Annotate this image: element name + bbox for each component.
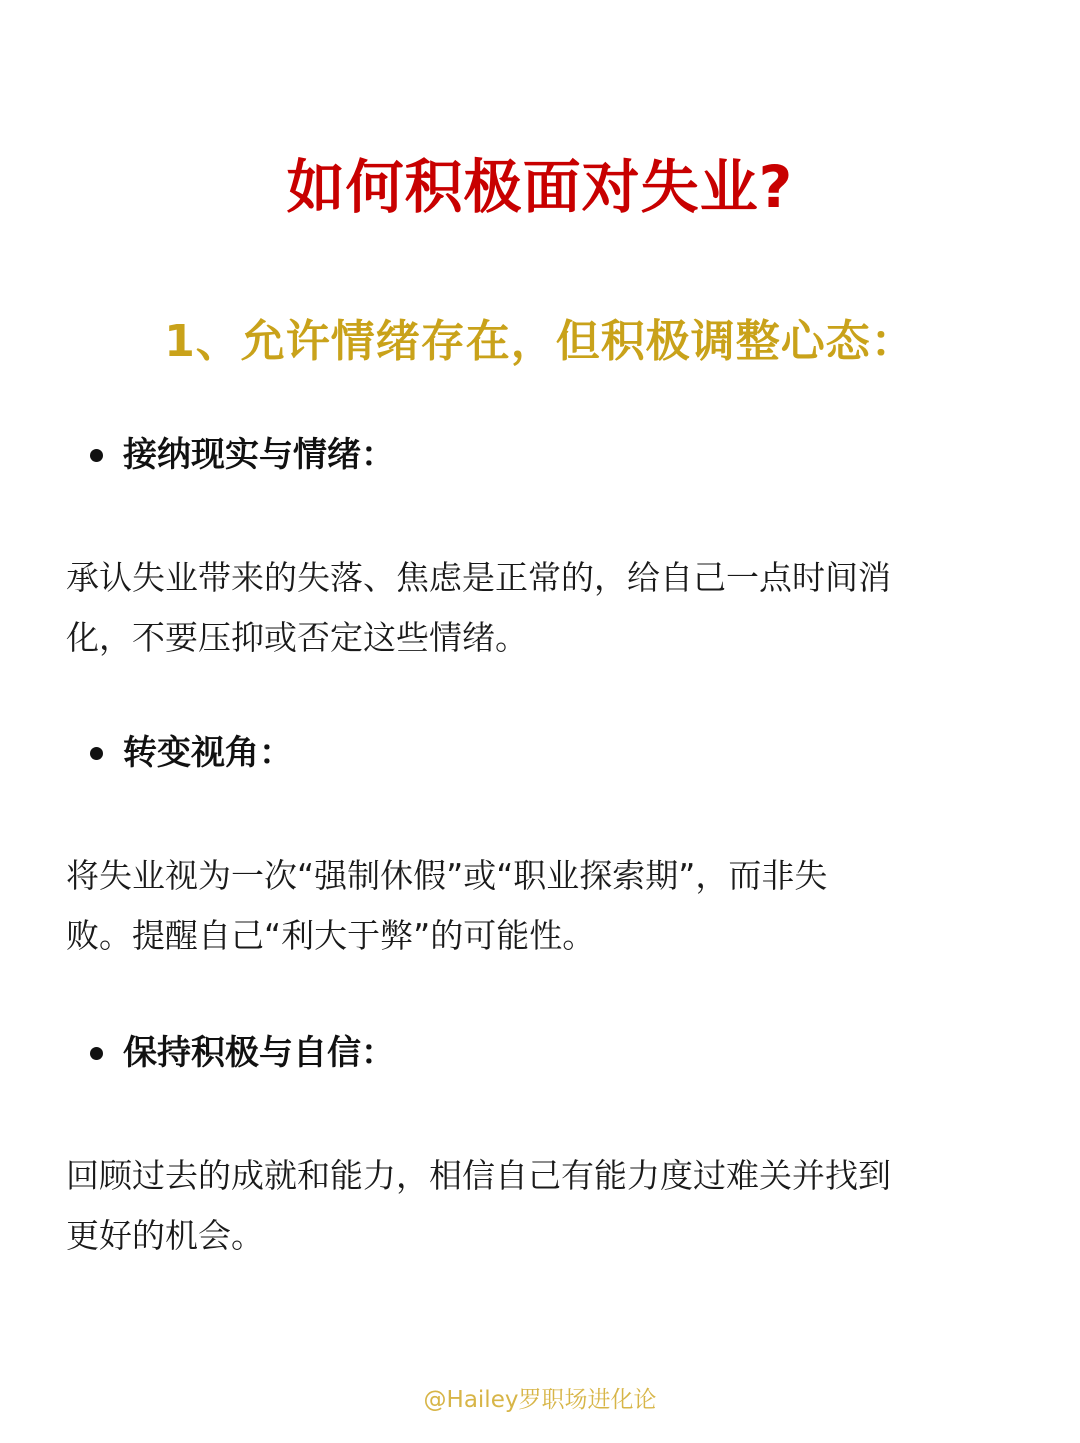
bullet-label: 转变视角： bbox=[123, 733, 293, 773]
page-title: 如何积极面对失业? bbox=[286, 152, 794, 221]
section-heading: 1、允许情绪存在，但积极调整心态： bbox=[164, 315, 916, 367]
paragraph-line: 承认失业带来的失落、焦虑是正常的，给自己一点时间消 bbox=[66, 558, 891, 597]
paragraph-line: 败。提醒自己“利大于弊”的可能性。 bbox=[66, 916, 596, 955]
paragraph-accept-reality bbox=[66, 548, 1006, 668]
bullet-icon bbox=[90, 449, 103, 462]
bullet-icon bbox=[90, 747, 103, 760]
paragraph-line: 化，不要压抑或否定这些情绪。 bbox=[66, 618, 528, 657]
bullet-item-accept-reality bbox=[90, 430, 395, 480]
paragraph-change-perspective bbox=[66, 846, 1006, 966]
bullet-icon bbox=[90, 1047, 103, 1060]
author-watermark: @Hailey罗职场进化论 bbox=[423, 1387, 657, 1413]
bullet-label: 接纳现实与情绪： bbox=[123, 435, 395, 475]
paragraph-stay-positive bbox=[66, 1146, 1006, 1266]
paragraph-line: 更好的机会。 bbox=[66, 1216, 264, 1255]
bullet-item-stay-positive bbox=[90, 1028, 395, 1078]
paragraph-line: 回顾过去的成就和能力，相信自己有能力度过难关并找到 bbox=[66, 1156, 891, 1195]
paragraph-line: 将失业视为一次“强制休假”或“职业探索期”，而非失 bbox=[66, 856, 828, 895]
bullet-label: 保持积极与自信： bbox=[123, 1033, 395, 1073]
bullet-item-change-perspective bbox=[90, 728, 293, 778]
